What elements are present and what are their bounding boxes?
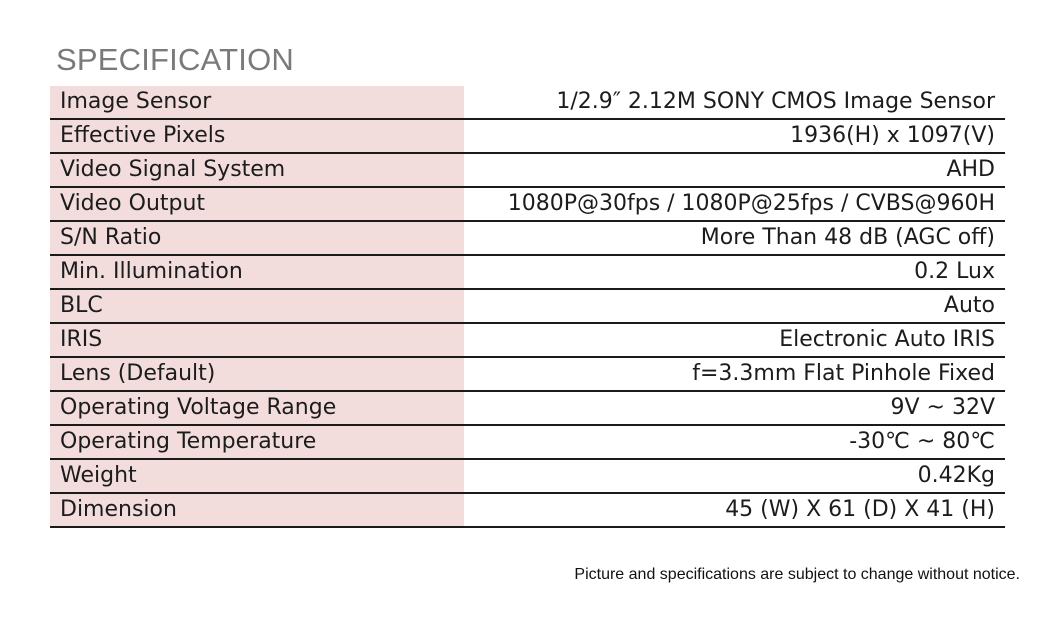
specification-table-body (50, 86, 1005, 527)
spec-label: Image Sensor (50, 86, 464, 119)
page-title: SPECIFICATION (56, 42, 294, 77)
spec-value: 0.2 Lux (464, 255, 1005, 289)
spec-value: 0.42Kg (464, 459, 1005, 493)
table-row (50, 289, 1005, 323)
spec-value: Auto (464, 289, 1005, 323)
spec-label: Effective Pixels (50, 119, 464, 153)
table-row (50, 119, 1005, 153)
table-row (50, 187, 1005, 221)
table-row (50, 221, 1005, 255)
spec-value: 1936(H) x 1097(V) (464, 119, 1005, 153)
table-row (50, 459, 1005, 493)
disclaimer-notice: Picture and specifications are subject to change without notice. (574, 566, 1020, 583)
spec-value: -30℃ ~ 80℃ (464, 425, 1005, 459)
spec-label: S/N Ratio (50, 221, 464, 255)
spec-label: Weight (50, 459, 464, 493)
spec-label: Lens (Default) (50, 357, 464, 391)
spec-value: f=3.3mm Flat Pinhole Fixed (464, 357, 1005, 391)
spec-value: 9V ~ 32V (464, 391, 1005, 425)
table-row (50, 323, 1005, 357)
spec-value: 1080P@30fps / 1080P@25fps / CVBS@960H (464, 187, 1005, 221)
spec-label: IRIS (50, 323, 464, 357)
spec-label: Min. Illumination (50, 255, 464, 289)
table-row (50, 493, 1005, 527)
spec-value: 1/2.9″ 2.12M SONY CMOS Image Sensor (464, 86, 1005, 119)
spec-value: Electronic Auto IRIS (464, 323, 1005, 357)
spec-label: BLC (50, 289, 464, 323)
table-row (50, 425, 1005, 459)
table-row (50, 255, 1005, 289)
specification-table (50, 86, 1005, 528)
spec-label: Operating Voltage Range (50, 391, 464, 425)
spec-label: Video Signal System (50, 153, 464, 187)
spec-label: Dimension (50, 493, 464, 527)
table-row (50, 357, 1005, 391)
spec-value: 45 (W) X 61 (D) X 41 (H) (464, 493, 1005, 527)
spec-label: Operating Temperature (50, 425, 464, 459)
table-row (50, 153, 1005, 187)
spec-value: More Than 48 dB (AGC off) (464, 221, 1005, 255)
table-row (50, 391, 1005, 425)
table-row (50, 86, 1005, 119)
spec-label: Video Output (50, 187, 464, 221)
spec-value: AHD (464, 153, 1005, 187)
